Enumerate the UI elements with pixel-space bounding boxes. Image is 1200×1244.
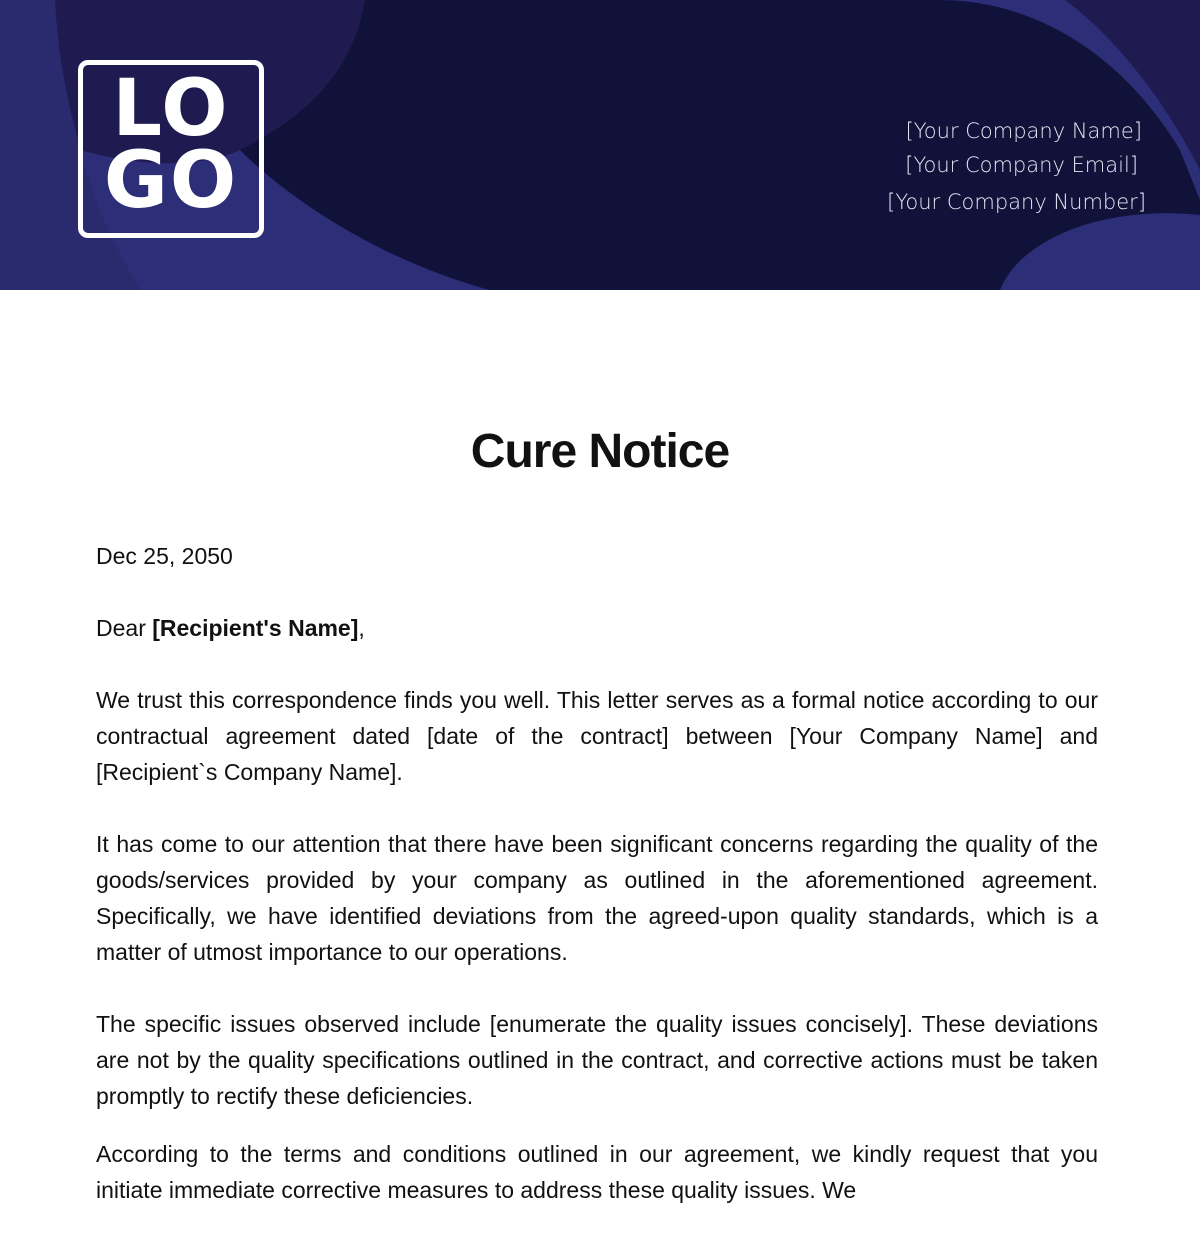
company-number: [Your Company Number] [887,190,1146,214]
paragraph: We trust this correspondence finds you well. This letter serves as a formal notice according to our contractual agreement dated [date of the contract] between [Your Company Name] and [Recipient`s Company Name]. [96,687,1098,785]
logo-text-line-2: GO [103,136,239,226]
recipient-name: [Recipient's Name] [152,615,359,641]
paragraph: According to the terms and conditions outlined in our agreement, we kindly request that you initiate immediate corrective measures to address these quality issues. We [96,1141,1098,1203]
letter-body [96,538,1098,1244]
document-title: Cure Notice [470,425,730,478]
letterhead-banner [0,0,1200,290]
paragraph: The specific issues observed include [enumerate the quality issues concisely]. These deviations are not by the quality specifications outlined in the contract, and corrective actions must be taken promptly to rectify these deficiencies. [96,1011,1098,1109]
company-email: [Your Company Email] [905,153,1138,177]
letter-date: Dec 25, 2050 [96,543,233,569]
company-logo [78,60,264,238]
salutation [96,610,1098,646]
salutation-prefix: Dear [96,615,153,641]
company-name: [Your Company Name] [905,119,1142,143]
salutation-suffix: , [358,615,365,641]
company-info [887,114,1146,219]
paragraph: It has come to our attention that there have been significant concerns regarding the quality of the goods/services provided by your company as outlined in the aforementioned agreement. Specifically, we have identified deviations from the agreed-upon quality standards, which is a matter of utmost importance to our operations. [96,831,1098,965]
logo-text-line-1: LO [112,64,230,154]
